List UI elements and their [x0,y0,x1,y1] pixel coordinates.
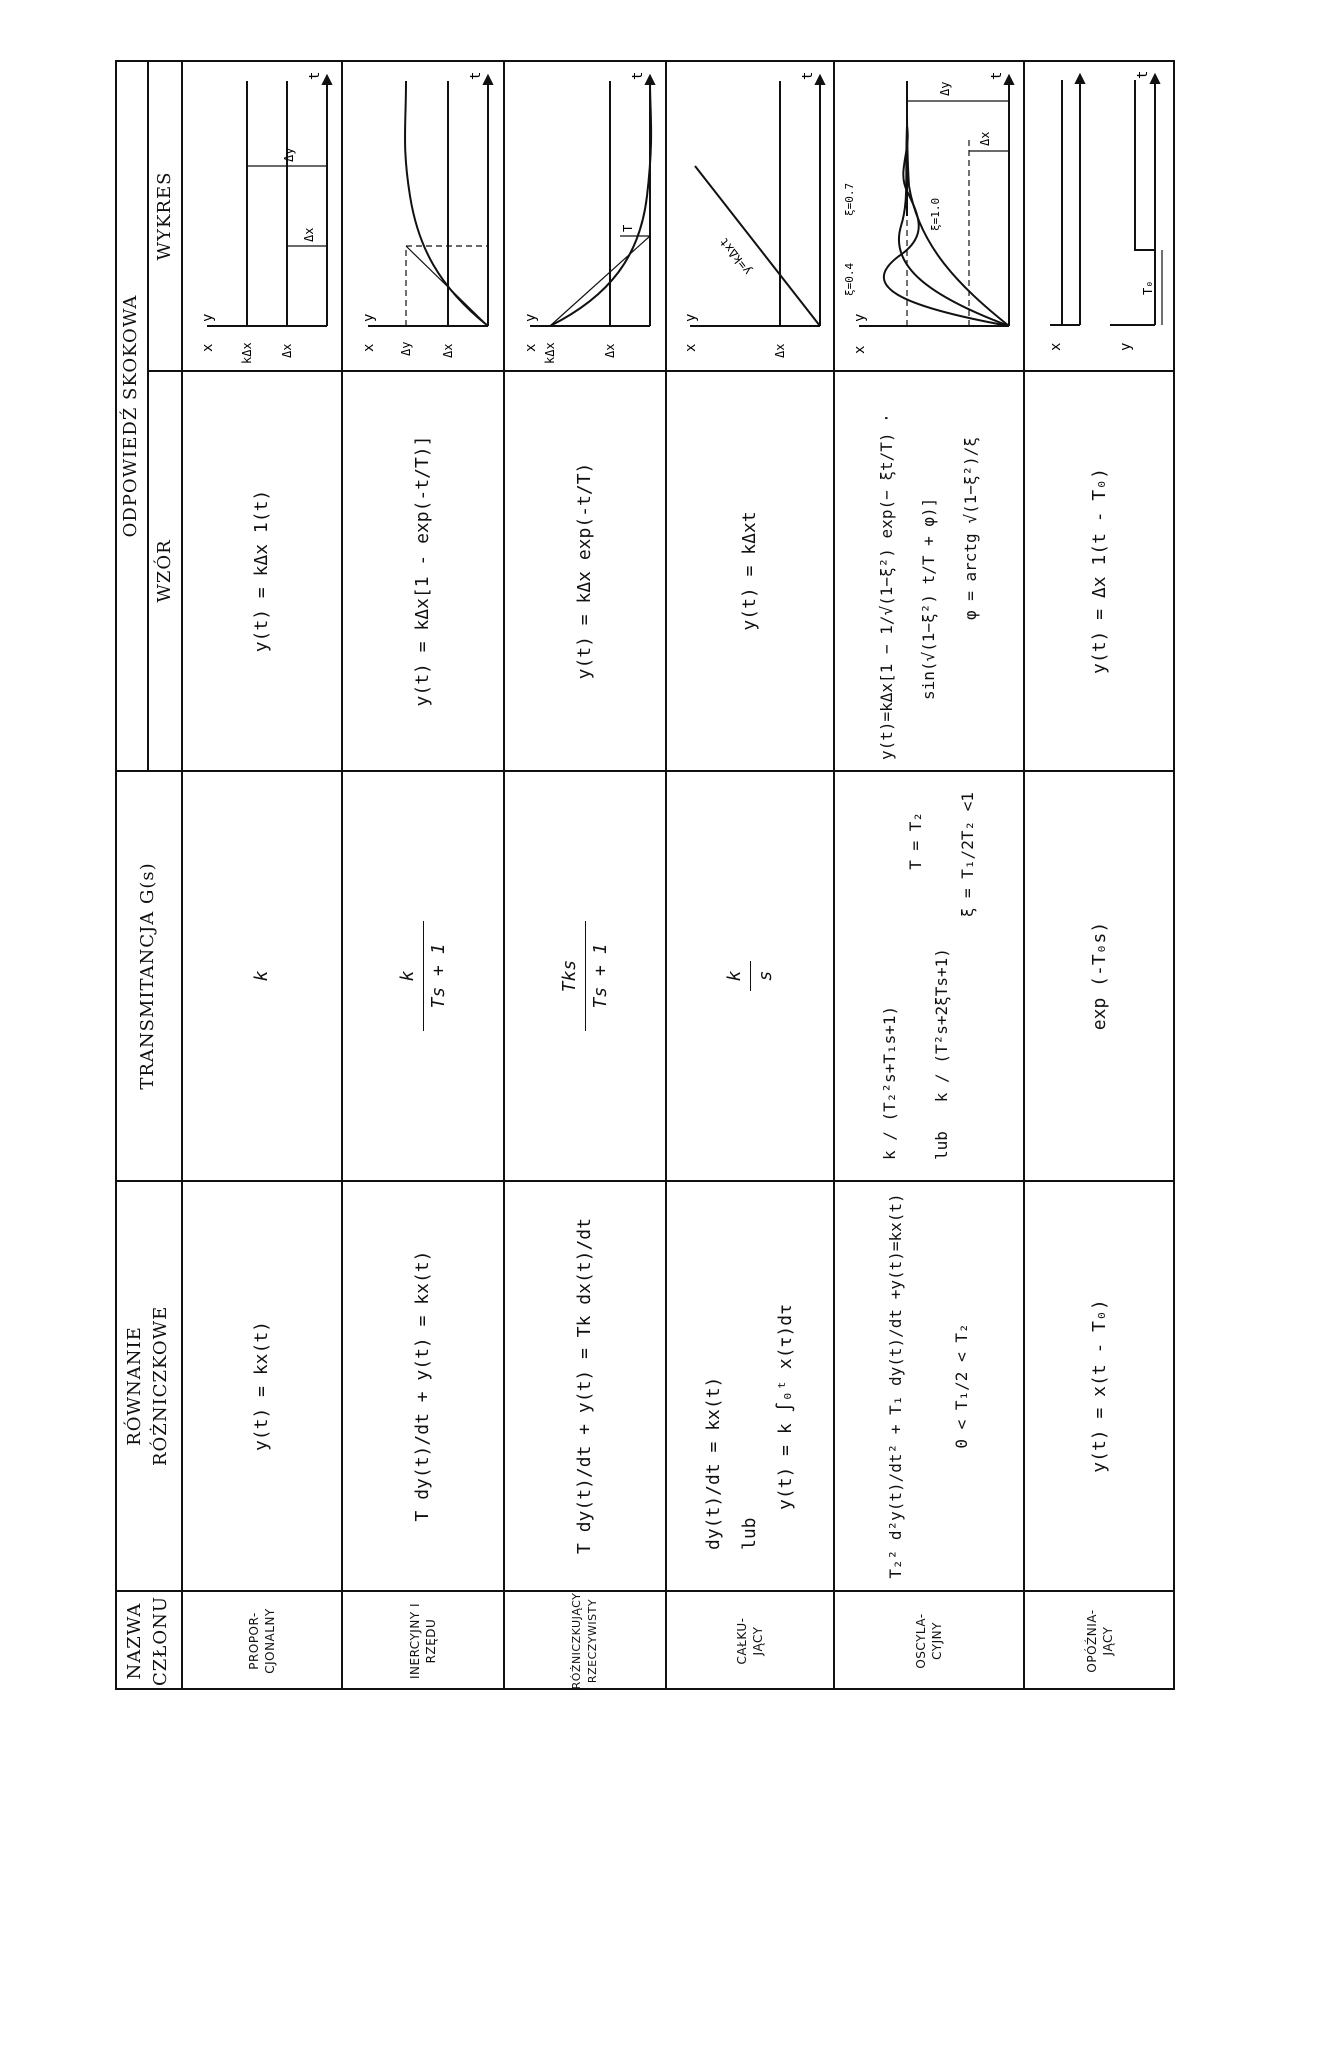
formula-line: y(t) = kΔx[1 - exp(-t/T)] [412,435,433,707]
plot-cell [343,60,505,370]
equation-line: y(t) = x(t - T₀) [1089,1299,1110,1473]
plot-y-label: y [852,313,868,322]
plot-y-label: y [1118,342,1134,351]
plot-b-label: Δx [280,343,294,358]
transfer-numerator: Tks [558,959,580,993]
plot-z1-label: ξ=0.4 [843,262,856,296]
plot-y-label: y [523,313,539,322]
plot-y-label: y [683,313,699,322]
plot-b-label: Δx [603,343,617,358]
plot-cell [1025,60,1175,370]
equation-cell [1025,1180,1175,1590]
formula-line: y(t)=kΔx[1 − 1/√(1−ξ²) exp(− ξt/T) · [877,413,896,760]
plot-x-label: x [683,343,699,352]
equation-line: 0 < T₁/2 < T₂ [952,1323,971,1449]
transfer-cell [667,770,835,1180]
transfer-denominator: Ts + 1 [589,943,611,1009]
plot-x-label: x [1048,342,1064,351]
plot-cell [505,60,667,370]
header-rownanie-label: RÓWNANIE RÓŻNICZKOWE [124,1305,171,1466]
row-name: OSCYLA-CYJNY [914,1613,944,1669]
plot-cell [667,60,835,370]
step-response-plot [839,66,1019,366]
transfer-cell [343,770,505,1180]
row-name: PROPOR-CJONALNY [247,1608,277,1674]
plot-d-label: Δx [302,227,316,242]
transfer-cell [835,770,1025,1180]
plot-x-label: x [523,343,539,352]
plot-dy-label: Δy [938,81,952,96]
transfer-line: k [251,970,272,982]
transfer-line: lub k / (T²s+2ξTs+1) [932,948,951,1160]
transfer-denominator: s [754,970,776,982]
step-response-plot [348,66,498,366]
rotated-table [115,60,1175,1690]
formula-line: y(t) = kΔx exp(-t/T) [574,462,595,680]
formula-line: y(t) = Δx 1(t - T₀) [1089,468,1110,674]
row-name-cell [505,1590,667,1690]
transfer-line: exp (-T₀s) [1089,921,1110,1031]
formula-line: φ = arctg √(1−ξ²)/ξ [961,436,980,620]
row-name-cell [1025,1590,1175,1690]
plot-x-label: x [852,345,868,354]
row-name: RÓŻNICZKUJĄCY RZECZYWISTY [570,1592,599,1690]
formula-line: y(t) = kΔxt [739,511,760,631]
formula-cell [835,370,1025,770]
formula-line: sin(√(1−ξ²) t/T + φ)] [919,497,938,700]
plot-a-label: kΔx [543,342,557,364]
header-nazwa [115,1590,183,1690]
step-response-plot [670,66,830,366]
fraction-bar [423,921,424,1031]
equation-line: T₂² d²y(t)/dt² + T₁ dy(t)/dt +y(t)=kx(t) [886,1193,905,1579]
header-wzor [149,370,183,770]
plot-x-label: x [361,343,377,352]
formula-cell [1025,370,1175,770]
header-wzor-label: WZÓR [154,539,175,603]
row-name: INERCYJNY I RZĘDU [408,1602,438,1680]
equation-cell [183,1180,343,1590]
plot-t-label: t [630,71,646,80]
equation-lub: lub [739,1517,760,1550]
header-odpowiedz [115,60,149,770]
equation-cell [667,1180,835,1590]
row-name-cell [835,1590,1025,1690]
step-response-plot [187,66,337,366]
formula-cell [667,370,835,770]
row-name-cell [183,1590,343,1690]
header-rownanie [115,1180,183,1590]
transfer-cell [183,770,343,1180]
plot-a-label: Δy [399,341,413,356]
step-response-plot [1030,65,1170,365]
formula-cell [343,370,505,770]
header-transmitancja [115,770,183,1180]
plot-T0-label: T₀ [1141,280,1155,295]
step-response-plot [510,66,660,366]
plot-z2-label: ξ=0.7 [843,182,856,216]
row-name: CAŁKU-JĄCY [735,1617,765,1665]
equation-line: T dy(t)/dt + y(t) = Tk dx(t)/dt [574,1218,595,1554]
plot-b-label: Δx [773,343,787,358]
equation-cell [343,1180,505,1590]
transfer-numerator: k [723,970,745,982]
plot-t-label: t [989,71,1005,80]
transfer-line: k / (T₂²s+T₁s+1) [880,1005,899,1160]
equation-cell [505,1180,667,1590]
plot-line-label: y=kΔxt [716,234,755,278]
equation-line: dy(t)/dt = kx(t) [703,1376,724,1550]
transfer-cell [505,770,667,1180]
plot-t-label: t [800,71,816,80]
plot-cell [183,60,343,370]
plot-y-label: y [200,313,216,322]
equation-line: T dy(t)/dt + y(t) = kx(t) [412,1250,433,1522]
header-wykres-label: WYKRES [154,171,175,261]
plot-z3-label: ξ=1.0 [929,197,942,231]
plot-T-label: T [621,224,635,232]
transfer-denominator: Ts + 1 [427,943,449,1009]
formula-line: y(t) = kΔx 1(t) [251,489,272,653]
fraction-bar [585,921,586,1031]
header-nazwa-label: NAZWA CZŁONU [124,1596,171,1686]
row-name-cell [343,1590,505,1690]
plot-dx-label: Δx [978,131,992,146]
equation-line: y(t) = kx(t) [251,1320,272,1452]
row-name-cell [667,1590,835,1690]
plot-cell [835,60,1025,370]
transfer-numerator: k [396,970,418,982]
header-transmitancja-label: TRANSMITANCJA G(s) [137,862,158,1090]
plot-t-label: t [1135,70,1151,79]
equation-cell [835,1180,1025,1590]
fraction-bar [750,961,751,991]
header-wykres [149,60,183,370]
formula-cell [183,370,343,770]
transfer-cell [1025,770,1175,1180]
plot-b-label: Δx [441,343,455,358]
plot-t-label: t [307,71,323,80]
transfer-param: T = T₂ [906,812,925,870]
plot-t-label: t [468,71,484,80]
plot-x-label: x [200,343,216,352]
header-odpowiedz-label: ODPOWIEDŹ SKOKOWA [120,294,141,538]
plot-c-label: Δy [282,147,296,162]
plot-y-label: y [361,313,377,322]
formula-cell [505,370,667,770]
transfer-param: ξ = T₁/2T₂ <1 [958,792,977,918]
row-name: OPÓŹNIA-JĄCY [1085,1609,1115,1673]
plot-a-label: kΔx [240,342,254,364]
equation-line: y(t) = k ∫₀ᵗ x(τ)dτ [775,1304,796,1510]
